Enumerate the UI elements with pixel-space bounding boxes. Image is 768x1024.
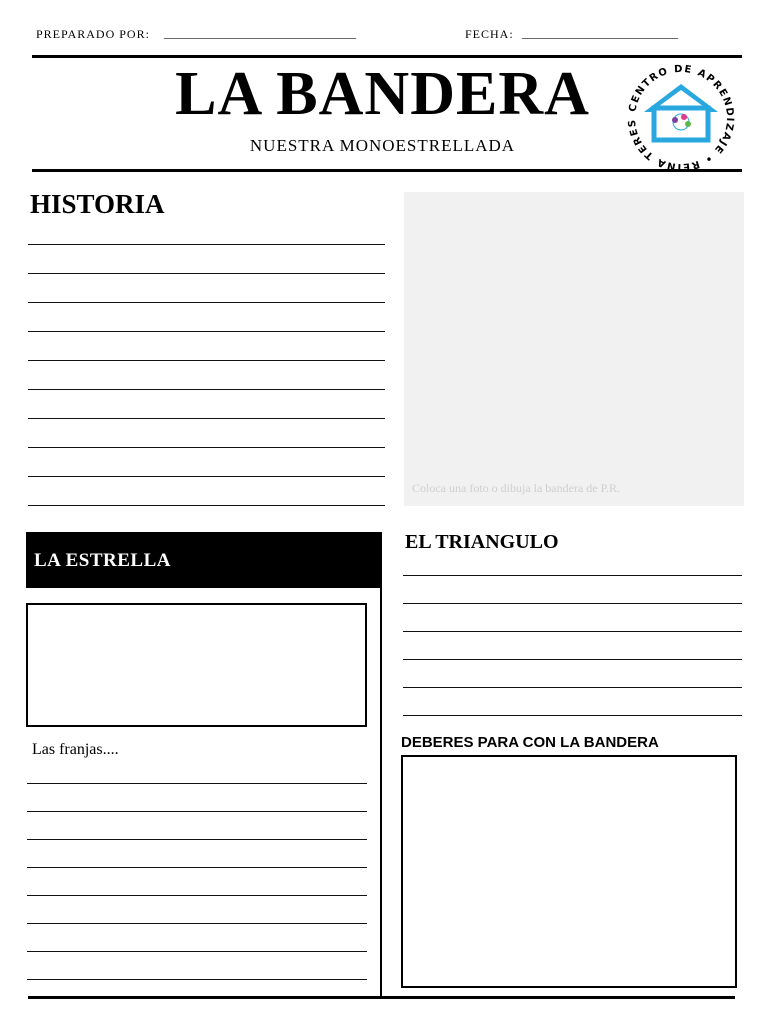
writing-line[interactable] bbox=[28, 447, 385, 448]
writing-line[interactable] bbox=[28, 389, 385, 390]
writing-line[interactable] bbox=[28, 302, 385, 303]
flag-photo-placeholder[interactable] bbox=[404, 192, 744, 506]
writing-line[interactable] bbox=[27, 811, 367, 812]
writing-line[interactable] bbox=[28, 360, 385, 361]
writing-line[interactable] bbox=[403, 659, 742, 660]
writing-line[interactable] bbox=[27, 867, 367, 868]
prepared-by-label: PREPARADO POR: bbox=[36, 27, 150, 41]
page-subtitle: NUESTRA MONOESTRELLADA bbox=[249, 136, 516, 155]
prepared-by-blank[interactable]: ________________________________ bbox=[164, 26, 356, 40]
estrella-column-divider bbox=[380, 588, 382, 998]
date-label: FECHA: bbox=[465, 27, 514, 41]
triangulo-heading: EL TRIANGULO bbox=[405, 531, 559, 553]
writing-line[interactable] bbox=[403, 631, 742, 632]
writing-line[interactable] bbox=[403, 603, 742, 604]
historia-heading: HISTORIA bbox=[30, 189, 165, 219]
estrella-drawing-box[interactable] bbox=[26, 603, 367, 727]
date-blank[interactable]: __________________________ bbox=[522, 26, 678, 40]
writing-line[interactable] bbox=[27, 979, 367, 980]
writing-line[interactable] bbox=[28, 418, 385, 419]
writing-line[interactable] bbox=[27, 951, 367, 952]
writing-line[interactable] bbox=[27, 839, 367, 840]
header-bottom-rule bbox=[32, 169, 742, 172]
writing-line[interactable] bbox=[28, 331, 385, 332]
logo-graphic bbox=[620, 62, 742, 174]
writing-line[interactable] bbox=[28, 476, 385, 477]
writing-line[interactable] bbox=[28, 244, 385, 245]
estrella-heading: LA ESTRELLA bbox=[34, 550, 171, 571]
deberes-heading: DEBERES PARA CON LA BANDERA bbox=[401, 734, 659, 751]
page-title: LA BANDERA bbox=[175, 60, 590, 128]
writing-line[interactable] bbox=[403, 575, 742, 576]
writing-line[interactable] bbox=[403, 715, 742, 716]
writing-line[interactable] bbox=[28, 273, 385, 274]
deberes-box[interactable] bbox=[401, 755, 737, 988]
logo-ring-text: CENTRO DE APRENDIZAJE • REINA TERES bbox=[626, 63, 736, 173]
franjas-label: Las franjas.... bbox=[32, 741, 119, 758]
page-bottom-rule bbox=[28, 996, 735, 999]
photo-caption: Coloca una foto o dibuja la bandera de P.R. bbox=[412, 481, 620, 495]
estrella-header-bar bbox=[26, 532, 382, 588]
school-logo bbox=[620, 62, 742, 174]
writing-line[interactable] bbox=[27, 783, 367, 784]
writing-line[interactable] bbox=[27, 895, 367, 896]
writing-line[interactable] bbox=[27, 923, 367, 924]
writing-line[interactable] bbox=[28, 505, 385, 506]
writing-line[interactable] bbox=[403, 687, 742, 688]
